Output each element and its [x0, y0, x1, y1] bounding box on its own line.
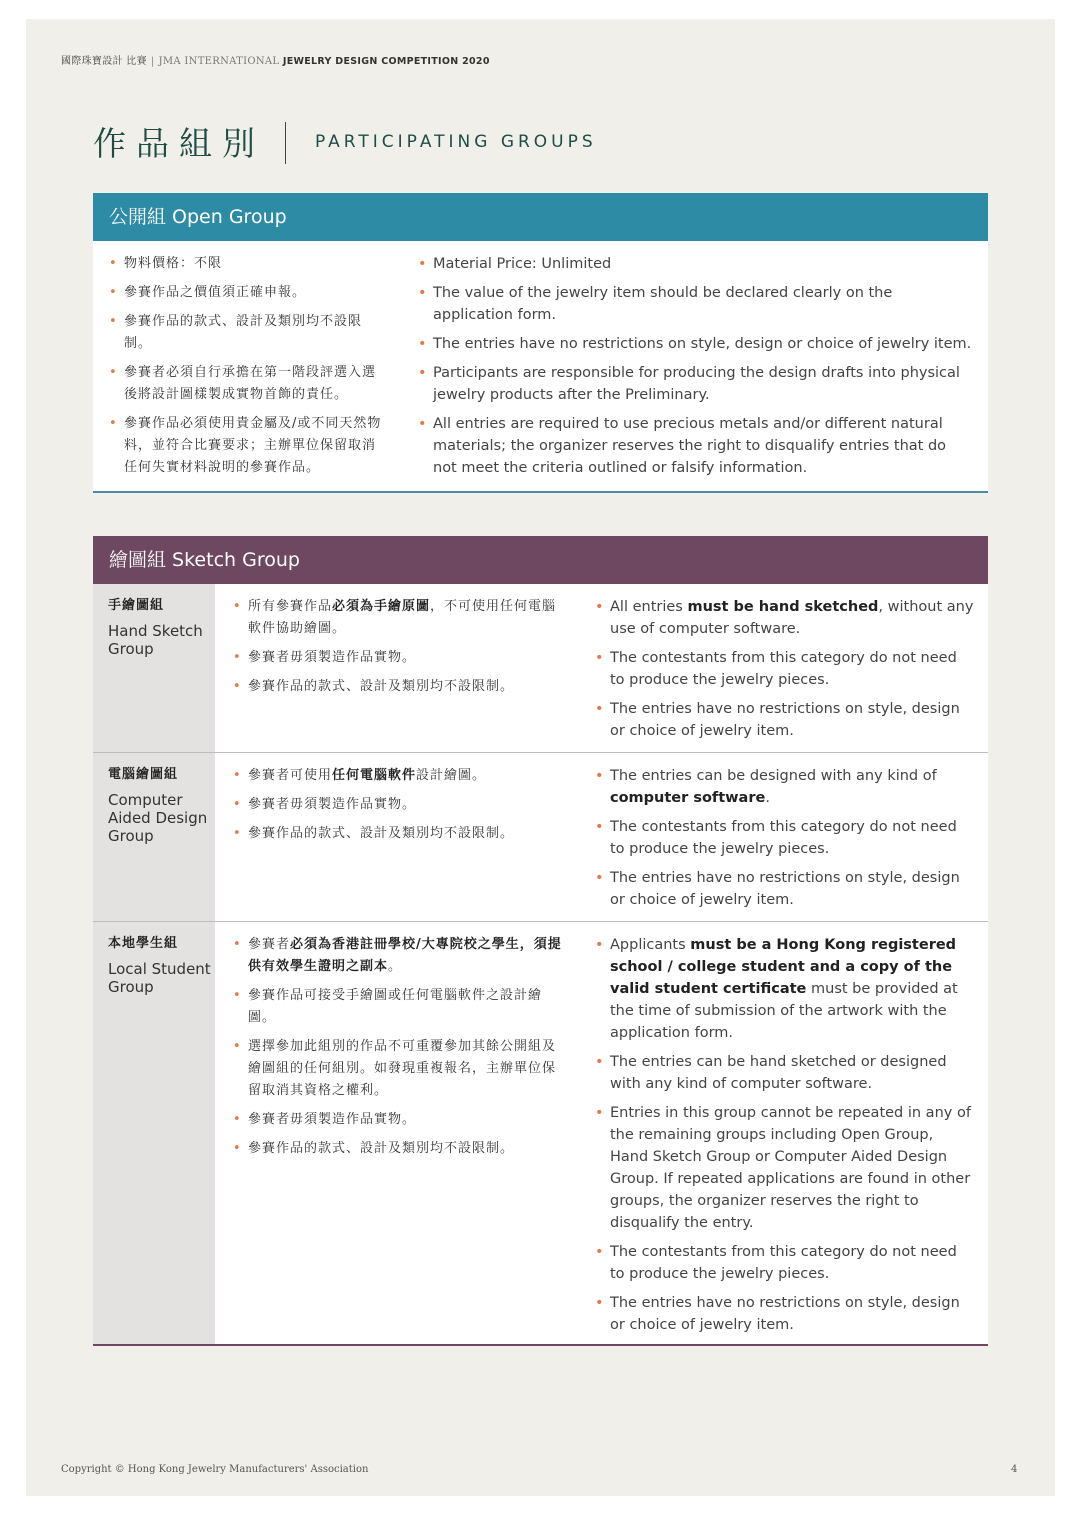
list-item: • 參賽作品的款式、設計及類別均不設限制。: [233, 1138, 568, 1160]
running-header: [61, 52, 490, 67]
list-item: • 參賽作品的款式、設計及類別均不設限制。: [233, 676, 568, 698]
list-item: • The entries can be designed with any kind of computer software.: [595, 765, 975, 809]
list-item: • 參賽者必須為香港註冊學校/大專院校之學生，須提供有效學生證明之副本。: [233, 934, 568, 978]
list-item: • All entries are required to use precious metals and/or different natural materials; the organizer reserves the right to disqualify entries that do not meet the criteria outlined or falsify information.: [418, 413, 973, 479]
footer-page-number: 4: [1011, 1464, 1018, 1475]
cad-row: [93, 753, 988, 922]
hand-sketch-en-list: [595, 596, 975, 749]
list-item: • The entries have no restrictions on style, design or choice of jewelry item.: [595, 867, 975, 911]
list-item: • 參賽作品的款式、設計及類別均不設限制。: [233, 823, 568, 845]
header-separator: |: [150, 56, 155, 67]
open-group-body: [93, 241, 988, 491]
list-item: • All entries must be hand sketched, without any use of computer software.: [595, 596, 975, 640]
local-student-zh-list: [233, 934, 568, 1167]
row-label-zh: 電腦繪圖組: [108, 767, 179, 782]
title-divider: [285, 122, 286, 164]
list-item: • The entries have no restrictions on style, design or choice of jewelry item.: [595, 698, 975, 742]
list-item: • 參賽作品之價值須正確申報。: [109, 282, 387, 304]
list-item: • The value of the jewelry item should be declared clearly on the application form.: [418, 282, 973, 326]
cad-zh-list: [233, 765, 568, 852]
hand-sketch-zh-list: [233, 596, 568, 705]
list-item: • The contestants from this category do not need to produce the jewelry pieces.: [595, 1241, 975, 1285]
list-item: • 參賽者必須自行承擔在第一階段評選入選後將設計圖樣製成實物首飾的責任。: [109, 362, 387, 406]
list-item: • 參賽者可使用任何電腦軟件設計繪圖。: [233, 765, 568, 787]
list-item: • The entries can be hand sketched or designed with any kind of computer software.: [595, 1051, 975, 1095]
list-item: • 物料價格：不限: [109, 253, 387, 275]
local-student-row: [93, 922, 988, 1344]
header-zh: 國際珠寶設計 比賽: [61, 56, 147, 67]
row-label: [93, 753, 215, 921]
open-group-header: 公開組 Open Group: [93, 193, 988, 241]
list-item: • The contestants from this category do not need to produce the jewelry pieces.: [595, 816, 975, 860]
open-group-en-list: [418, 253, 973, 486]
list-item: • The entries have no restrictions on style, design or choice of jewelry item.: [595, 1292, 975, 1336]
page-title-en: PARTICIPATING GROUPS: [315, 132, 597, 152]
list-item: • 參賽者毋須製造作品實物。: [233, 1109, 568, 1131]
row-label-zh: 本地學生組: [108, 936, 179, 951]
open-group-zh-list: [109, 253, 387, 486]
row-label: [93, 584, 215, 752]
list-item: • Entries in this group cannot be repeated in any of the remaining groups including Open Group, Hand Sketch Group or Computer Aided Design Group. If repeated applications are found in other groups, the organizer reserves the right to disqualify the entry.: [595, 1102, 975, 1234]
local-student-en-list: [595, 934, 975, 1343]
page-title-zh: 作品組別: [93, 124, 265, 163]
list-item: • 參賽者毋須製造作品實物。: [233, 794, 568, 816]
list-item: • Material Price: Unlimited: [418, 253, 973, 275]
header-title: JEWELRY DESIGN COMPETITION 2020: [282, 56, 490, 67]
sketch-group-header: 繪圖組 Sketch Group: [93, 536, 988, 584]
row-label-en: Local Student Group: [108, 960, 211, 996]
list-item: • The entries have no restrictions on style, design or choice of jewelry item.: [418, 333, 973, 355]
list-item: • Applicants must be a Hong Kong registered school / college student and a copy of the valid student certificate must be provided at the time of submission of the artwork with the application form.: [595, 934, 975, 1044]
row-label: [93, 922, 215, 1344]
row-label-zh: 手繪圖組: [108, 598, 165, 613]
header-org: JMA INTERNATIONAL: [158, 56, 280, 67]
row-label-en: Hand Sketch Group: [108, 622, 203, 658]
list-item: • 參賽者毋須製造作品實物。: [233, 647, 568, 669]
list-item: • 參賽作品可接受手繪圖或任何電腦軟件之設計繪圖。: [233, 985, 568, 1029]
list-item: • 參賽作品的款式、設計及類別均不設限制。: [109, 311, 387, 355]
list-item: • 參賽作品必須使用貴金屬及/或不同天然物料，並符合比賽要求；主辦單位保留取消任何失實材料說明的參賽作品。: [109, 413, 387, 479]
list-item: • 所有參賽作品必須為手繪原圖，不可使用任何電腦軟件協助繪圖。: [233, 596, 568, 640]
hand-sketch-row: [93, 584, 988, 753]
row-label-en: Computer Aided Design Group: [108, 791, 208, 845]
open-group-panel: [93, 193, 988, 493]
footer-copyright: Copyright © Hong Kong Jewelry Manufacturers' Association: [61, 1464, 369, 1475]
sketch-group-panel: [93, 536, 988, 1346]
list-item: • Participants are responsible for producing the design drafts into physical jewelry products after the Preliminary.: [418, 362, 973, 406]
list-item: • The contestants from this category do not need to produce the jewelry pieces.: [595, 647, 975, 691]
list-item: • 選擇參加此組別的作品不可重覆參加其餘公開組及繪圖組的任何組別。如發現重複報名，主辦單位保留取消其資格之權利。: [233, 1036, 568, 1102]
cad-en-list: [595, 765, 975, 918]
